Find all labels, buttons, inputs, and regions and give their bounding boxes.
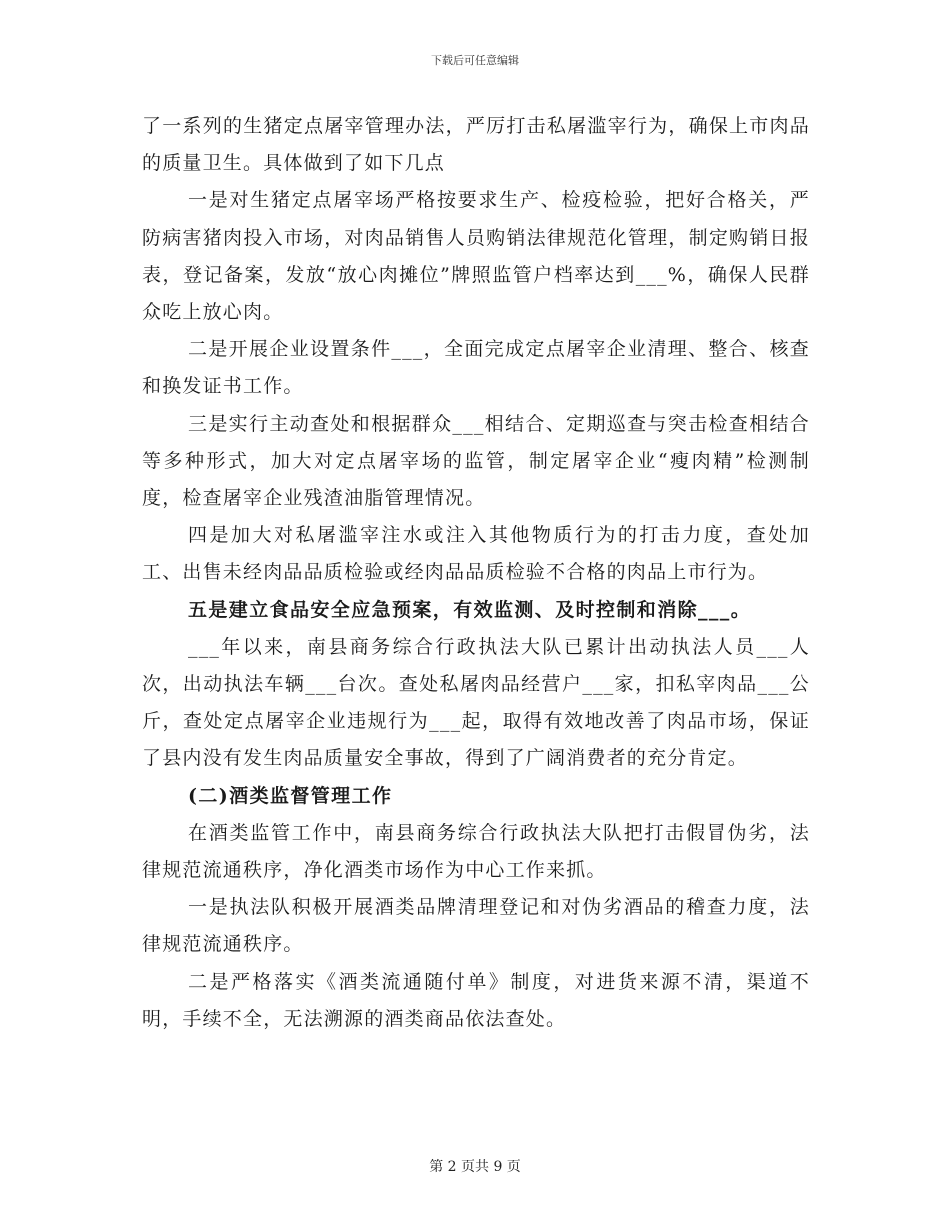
section-heading-liquor: (二)酒类监督管理工作 [188,784,393,807]
paragraph-statistics: ___年以来，南县商务综合行政执法大队已累计出动执法人员___人次，出动执法车辆___台次。查处私屠肉品经营户___家，扣私宰肉品___公斤，查处定点屠宰企业违规行为___起，取得有效地改善了肉品市场，保证了县内没有发生肉品质量安全事故，得到了广阔消费者的充分肯定。 [142,635,810,770]
paragraph-point-two: 二是开展企业设置条件___，全面完成定点屠宰企业清理、整合、核查和换发证书工作。 [142,338,810,398]
paragraph-point-one: 一是对生猪定点屠宰场严格按要求生产、检疫检验，把好合格关，严防病害猪肉投入市场，对肉品销售人员购销法律规范化管理，制定购销日报表，登记备案，发放“放心肉摊位”牌照监管户档率达到___%，确保人民群众吃上放心肉。 [142,189,810,324]
paragraph-liquor-point-one: 一是执法队积极开展酒类品牌清理登记和对伪劣酒品的稽查力度，法律规范流通秩序。 [142,896,810,956]
paragraph-liquor-intro: 在酒类监管工作中，南县商务综合行政执法大队把打击假冒伪劣，法律规范流通秩序，净化酒类市场作为中心工作来抓。 [142,821,810,882]
document-body [142,108,810,1038]
paragraph-point-four: 四是加大对私屠滥宰注水或注入其他物质行为的打击力度，查处加工、出售未经肉品品质检验或经肉品品质检验不合格的肉品上市行为。 [142,524,810,584]
page-header: 下载后可任意编辑 [431,54,519,67]
page-footer: 第 2 页共 9 页 [429,1159,521,1175]
paragraph-point-three: 三是实行主动查处和根据群众___相结合、定期巡查与突击检查相结合等多种形式，加大对定点屠宰场的监管，制定屠宰企业“瘦肉精”检测制度，检查屠宰企业残渣油脂管理情况。 [142,412,810,510]
paragraph-point-five-heading: 五是建立食品安全应急预案，有效监测、及时控制和消除___。 [188,598,752,621]
paragraph-intro-continued: 了一系列的生猪定点屠宰管理办法，严厉打击私屠滥宰行为，确保上市肉品的质量卫生。具体做到了如下几点 [142,115,810,175]
paragraph-liquor-point-two: 二是严格落实《酒类流通随付单》制度，对进货来源不清，渠道不明，手续不全，无法溯源的酒类商品依法查处。 [142,970,810,1030]
